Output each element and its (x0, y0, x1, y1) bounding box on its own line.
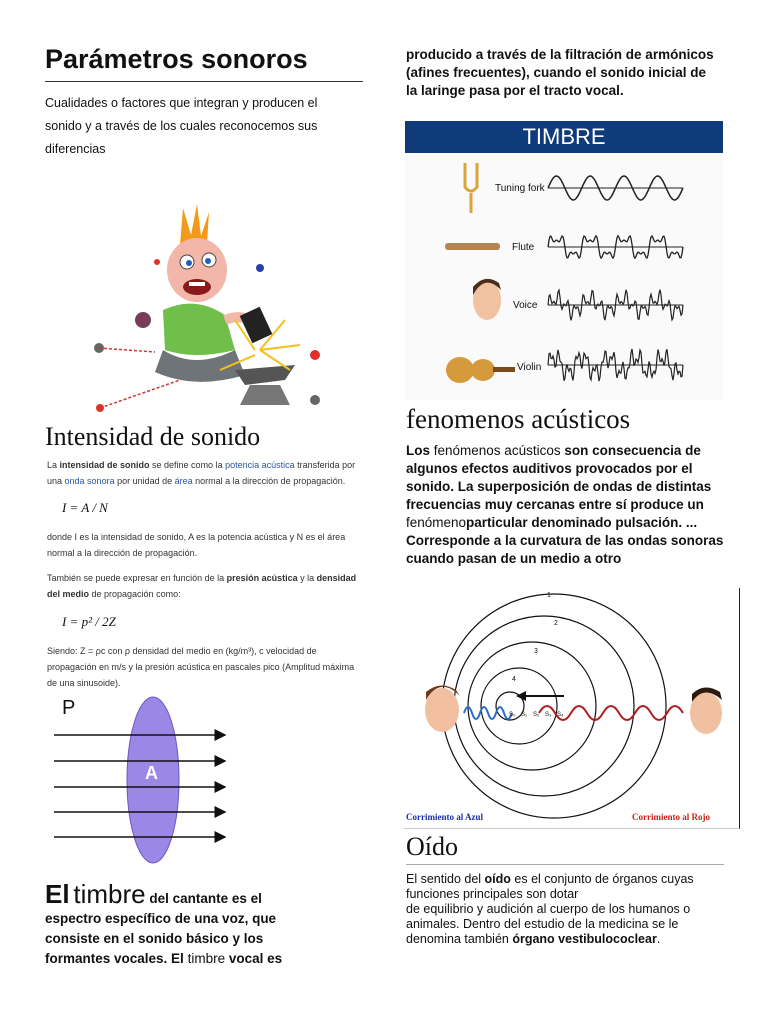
redshift-caption: Corrimiento al Rojo (632, 812, 710, 822)
source-label-s1: S₁ (521, 712, 528, 718)
page-title: Parámetros sonoros (45, 44, 308, 74)
oido-paragraph: El sentido del oído es el conjunto de órganos cuyas funciones principales son dotar de equilibrio y audición al cuerpo de los humanos o animales. Dentro del estudio de la medicina se le denomina también órgano vestibulococlear. (406, 872, 694, 946)
wiki-paragraph-4: Siendo: Z = ρc con ρ densidad del medio en (kg/m³), c velocidad de propagación en m/s y la presión acústica en pascales pico (Amplitud máxima de una sinusoide). (47, 646, 355, 688)
title-rule (45, 81, 363, 82)
wiki-paragraph-1: La intensidad de sonido se define como la potencia acústica transferida por una onda sonora por unidad de área normal a la dirección de propagación. (47, 460, 356, 486)
instrument-label-voice: Voice (513, 300, 538, 311)
oido-rule (406, 864, 724, 865)
timbre-figure (405, 155, 723, 400)
instrument-label-flute: Flute (512, 242, 535, 253)
circle-number-4: 4 (512, 676, 516, 683)
timbre-continued-text: producido a través de la filtración de armónicos (afines frecuentes), cuando el sonido inicial de la laringe pasa por el tracto vocal. (406, 47, 714, 98)
timbre-banner: TIMBRE (405, 121, 723, 153)
blueshift-caption: Corrimiento al Azul (406, 812, 483, 822)
circle-number-3: 3 (534, 648, 538, 655)
source-label-s3: S₃ (545, 712, 552, 718)
doppler-figure (404, 588, 740, 829)
oido-title: Oído (406, 832, 458, 861)
formula-2: I = p² / 2Z (62, 614, 116, 629)
circle-number-1: 1 (547, 592, 551, 599)
source-label-s0: S₀ (509, 712, 516, 718)
phenomena-paragraph: Los fenómenos acústicos son consecuencia de algunos efectos auditivos provocados por el sonido. La superposición de ondas de distintas frecuencias muy cercanas entre sí produce un fenómenoparticular denominado pulsación. ... Corresponde a la curvatura de las ondas sonoras cuando pasan de un medio a otro (406, 443, 724, 566)
diagram-p-label: P (62, 697, 76, 719)
diagram-a-label: A (145, 763, 158, 783)
circle-number-2: 2 (554, 620, 558, 627)
link-potencia[interactable]: potencia acústica (225, 460, 295, 470)
source-label-s4: S₄ (557, 712, 564, 718)
instrument-label-tuning-fork: Tuning fork (495, 183, 545, 194)
instrument-label-violin: Violin (517, 362, 542, 373)
intro-text: Cualidades o factores que integran y producen el sonido y a través de los cuales reconocemos sus diferencias (45, 96, 318, 156)
wiki-paragraph-2: donde I es la intensidad de sonido, A es la potencia acústica y N es el área normal a la dirección de propagación. (47, 532, 346, 558)
link-onda-sonora[interactable]: onda sonora (64, 476, 115, 486)
cartoon-illustration (85, 200, 330, 415)
link-area[interactable]: área (174, 476, 193, 486)
wiki-paragraph-3: También se puede expresar en función de la presión acústica y la densidad del medio de propagación como: (47, 573, 357, 599)
intensity-title: Intensidad de sonido (45, 422, 261, 451)
formula-1: I = A / N (62, 500, 108, 515)
source-label-s2: S₂ (533, 712, 540, 718)
timbre-paragraph: El timbre del cantante es el espectro específico de una voz, que consiste en el sonido básico y los formantes vocales. El timbre vocal es (45, 879, 283, 966)
phenomena-title: fenomenos acústicos (406, 404, 631, 434)
intensity-diagram (50, 695, 240, 870)
